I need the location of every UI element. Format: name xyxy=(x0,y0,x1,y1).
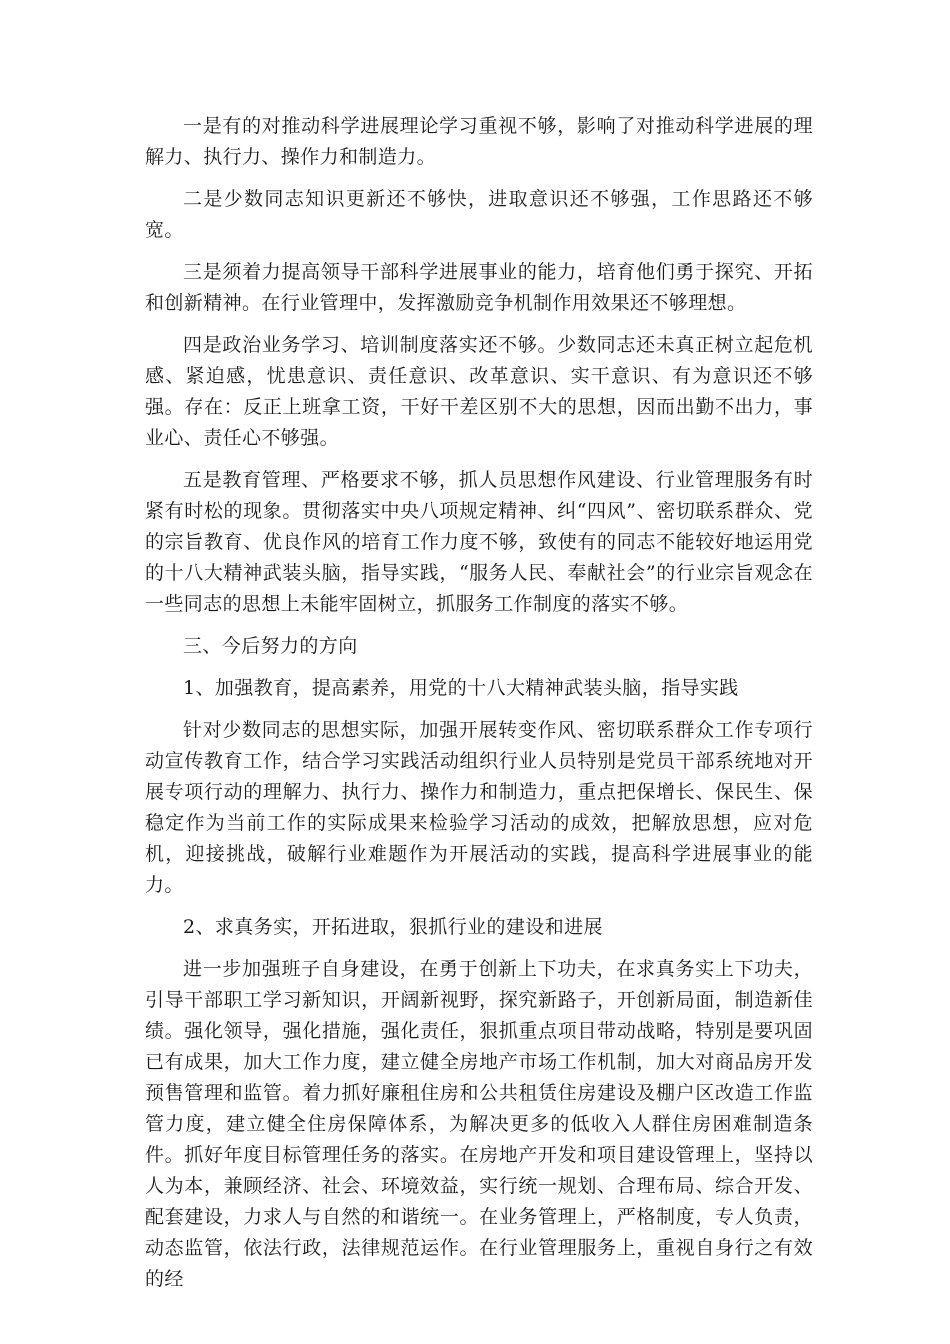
subheading-seek-truth: 2、求真务实，开拓进取，狠抓行业的建设和进展 xyxy=(183,916,603,938)
paragraph-point-two: 二是少数同志知识更新还不够快，进取意识还不够强，工作思路还不够宽。 xyxy=(145,188,813,241)
paragraph-point-one: 一是有的对推动科学进展理论学习重视不够，影响了对推动科学进展的理解力、执行力、操作力和制造力。 xyxy=(145,115,813,168)
paragraph-point-three: 三是须着力提高领导干部科学进展事业的能力，培育他们勇于探究、开拓和创新精神。在行业管理中，发挥激励竞争机制作用效果还不够理想。 xyxy=(145,261,813,314)
paragraph-education-details: 针对少数同志的思想实际，加强开展转变作风、密切联系群众工作专项行动宣传教育工作，结合学习实践活动组织行业人员特别是党员干部系统地对开展专项行动的理解力、执行力、操作力和制造力，重点把保增长、保民生、保稳定作为当前工作的实际成果来检验学习活动的成效，把解放思想，应对危机，迎接挑战，破解行业难题作为开展活动的实践，提高科学进展事业的能力。 xyxy=(145,719,813,896)
document-body xyxy=(145,111,813,1306)
paragraph-point-five: 五是教育管理、严格要求不够，抓人员思想作风建设、行业管理服务有时紧有时松的现象。贯彻落实中央八项规定精神、纠“四风”、密切联系群众、党的宗旨教育、优良作风的培育工作力度不够，致使有的同志不能较好地运用党的十八大精神武装头脑，指导实践，“服务人民、奉献社会”的行业宗旨观念在一些同志的思想上未能牢固树立，抓服务工作制度的落实不够。 xyxy=(145,469,813,615)
section-heading-future-direction: 三、今后努力的方向 xyxy=(183,635,358,657)
subheading-strengthen-education: 1、加强教育，提高素养，用党的十八大精神武装头脑，指导实践 xyxy=(183,677,739,699)
paragraph-construction-details: 进一步加强班子自身建设，在勇于创新上下功夫，在求真务实上下功夫，引导干部职工学习新知识，开阔新视野，探究新路子，开创新局面，制造新佳绩。强化领导，强化措施，强化责任，狠抓重点项目带动战略，特别是要巩固已有成果，加大工作力度，建立健全房地产市场工作机制，加大对商品房开发预售管理和监管。着力抓好廉租住房和公共租赁住房建设及棚户区改造工作监管力度，建立健全住房保障体系，为解决更多的低收入人群住房困难制造条件。抓好年度目标管理任务的落实。在房地产开发和项目建设管理上，坚持以人为本，兼顾经济、社会、环境效益，实行统一规划、合理布局、综合开发、配套建设，力求人与自然的和谐统一。在业务管理上，严格制度，专人负责，动态监管，依法行政，法律规范运作。在行业管理服务上，重视自身行之有效的经 xyxy=(145,958,813,1290)
paragraph-point-four: 四是政治业务学习、培训制度落实还不够。少数同志还未真正树立起危机感、紧迫感，忧患意识、责任意识、改革意识、实干意识、有为意识还不够强。存在：反正上班拿工资，干好干差区别不大的思想，因而出勤不出力，事业心、责任心不够强。 xyxy=(145,334,813,449)
